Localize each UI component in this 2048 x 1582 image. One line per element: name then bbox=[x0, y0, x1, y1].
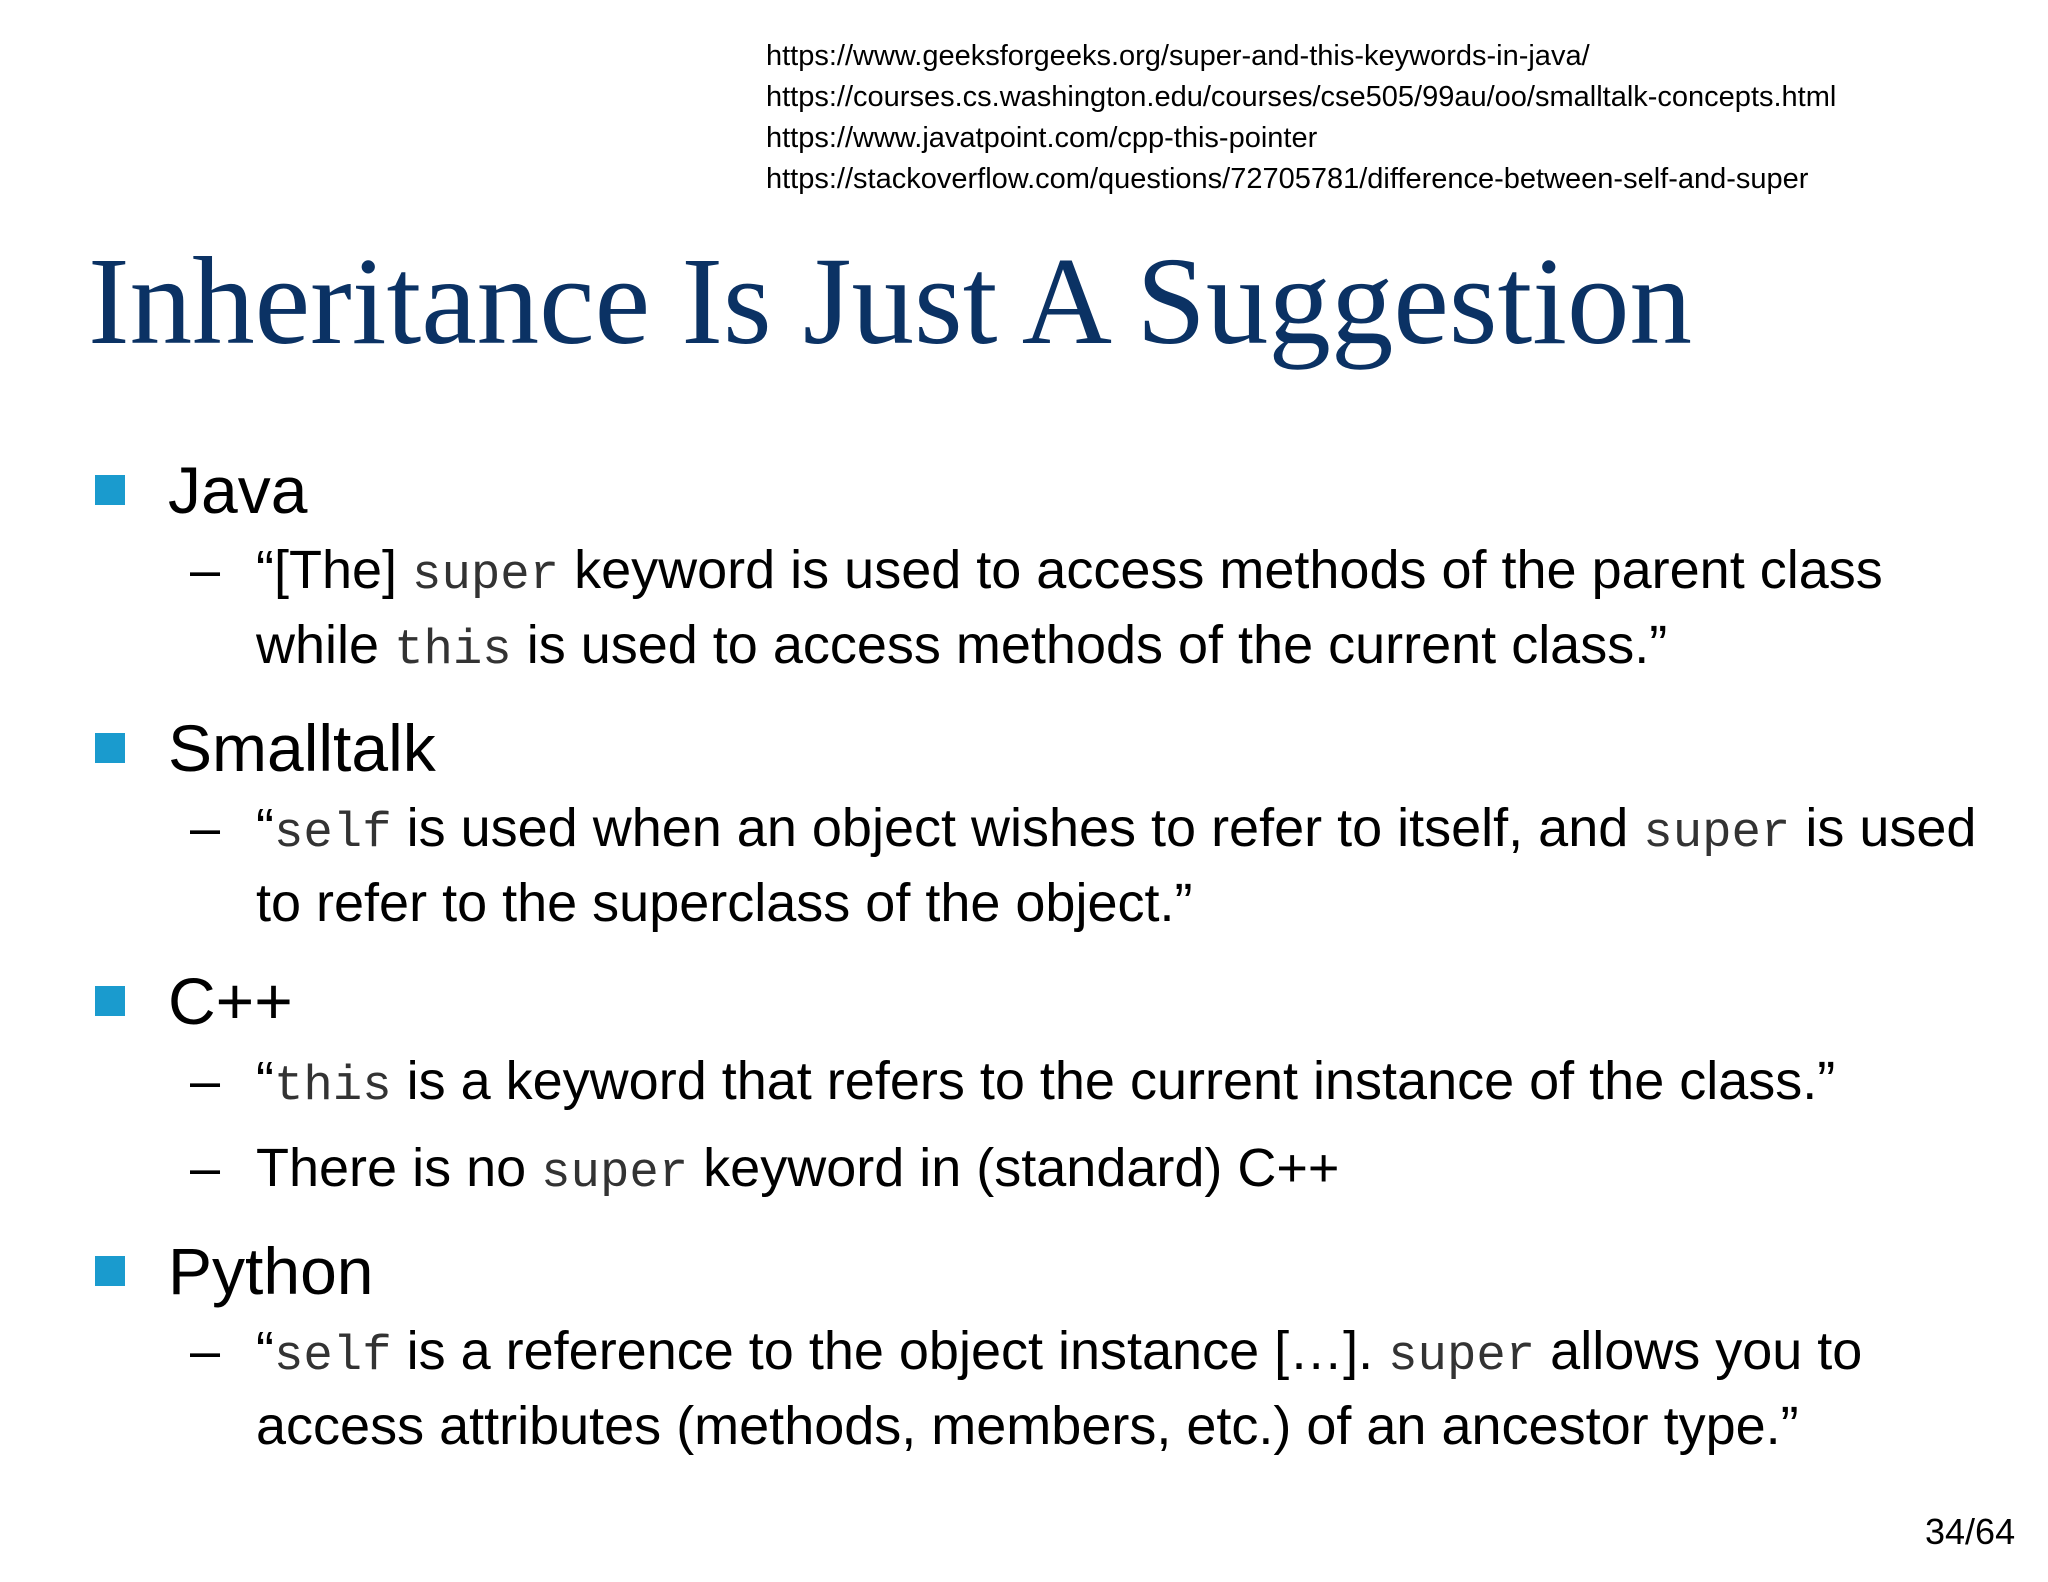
bullet-label: Java bbox=[168, 453, 308, 527]
dash-glyph: – bbox=[190, 540, 221, 600]
text-run: “[The] bbox=[256, 540, 413, 600]
reference-link[interactable]: https://www.javatpoint.com/cpp-this-pointer bbox=[766, 122, 1318, 154]
text-run: “ bbox=[256, 1321, 274, 1381]
bullet-item-cpp bbox=[0, 956, 2048, 1208]
sub-item bbox=[0, 1133, 2048, 1208]
bullet-item-python bbox=[0, 1226, 2048, 1461]
code-keyword: self bbox=[273, 1328, 392, 1384]
text-run: keyword in (standard) C++ bbox=[688, 1138, 1340, 1198]
bullet-label: Smalltalk bbox=[168, 711, 436, 785]
square-bullet-icon bbox=[95, 986, 125, 1016]
sub-item bbox=[0, 535, 2048, 685]
references-block bbox=[766, 36, 1836, 200]
sub-item bbox=[0, 1046, 2048, 1121]
bullet-item-java bbox=[0, 445, 2048, 685]
bullet-item-smalltalk bbox=[0, 703, 2048, 938]
dash-glyph: – bbox=[190, 798, 221, 858]
reference-link[interactable]: https://courses.cs.washington.edu/courses/cse505/99au/oo/smalltalk-concepts.html bbox=[766, 81, 1837, 113]
sub-text bbox=[256, 1051, 1836, 1114]
code-keyword: super bbox=[1643, 805, 1791, 861]
dash-glyph: – bbox=[190, 1138, 221, 1198]
text-run: allows you to access attributes (methods, members, etc.) of an ancestor type.” bbox=[256, 1321, 1863, 1456]
code-keyword: this bbox=[394, 622, 512, 678]
text-run: is a reference to the object instance […]. bbox=[391, 1321, 1389, 1381]
square-bullet-icon bbox=[95, 1256, 125, 1286]
page-number: 34/64 bbox=[1925, 1511, 2016, 1552]
square-bullet-icon bbox=[95, 475, 125, 505]
code-keyword: self bbox=[273, 805, 392, 861]
code-keyword: this bbox=[273, 1058, 392, 1114]
square-bullet-icon bbox=[95, 733, 125, 763]
sub-text bbox=[256, 1138, 1340, 1201]
text-run: “ bbox=[256, 798, 274, 858]
text-run: “ bbox=[256, 1051, 274, 1111]
dash-glyph: – bbox=[190, 1321, 221, 1381]
bullet-label: C++ bbox=[168, 964, 293, 1038]
sub-text bbox=[256, 540, 1883, 678]
code-keyword: super bbox=[412, 547, 560, 603]
sub-text bbox=[256, 1321, 1862, 1456]
code-keyword: super bbox=[1388, 1328, 1536, 1384]
text-run: is used to refer to the superclass of the object.” bbox=[256, 798, 1977, 933]
reference-link[interactable]: https://www.geeksforgeeks.org/super-and-this-keywords-in-java/ bbox=[766, 40, 1590, 72]
sub-text bbox=[256, 798, 1976, 933]
text-run: is used when an object wishes to refer to itself, and bbox=[391, 798, 1644, 858]
sub-item bbox=[0, 1316, 2048, 1461]
slide-title: Inheritance Is Just A Suggestion bbox=[88, 233, 1693, 371]
bullet-label: Python bbox=[168, 1234, 374, 1308]
text-run: is used to access methods of the current class.” bbox=[511, 615, 1668, 675]
bullet-list bbox=[0, 445, 2048, 1461]
sub-item bbox=[0, 793, 2048, 938]
text-run: There is no bbox=[256, 1138, 542, 1198]
code-keyword: super bbox=[541, 1145, 689, 1201]
dash-glyph: – bbox=[190, 1051, 221, 1111]
text-run: keyword is used to access methods of the parent class while bbox=[256, 540, 1883, 675]
reference-link[interactable]: https://stackoverflow.com/questions/72705781/difference-between-self-and-super bbox=[766, 163, 1809, 195]
text-run: is a keyword that refers to the current instance of the class.” bbox=[391, 1051, 1836, 1111]
